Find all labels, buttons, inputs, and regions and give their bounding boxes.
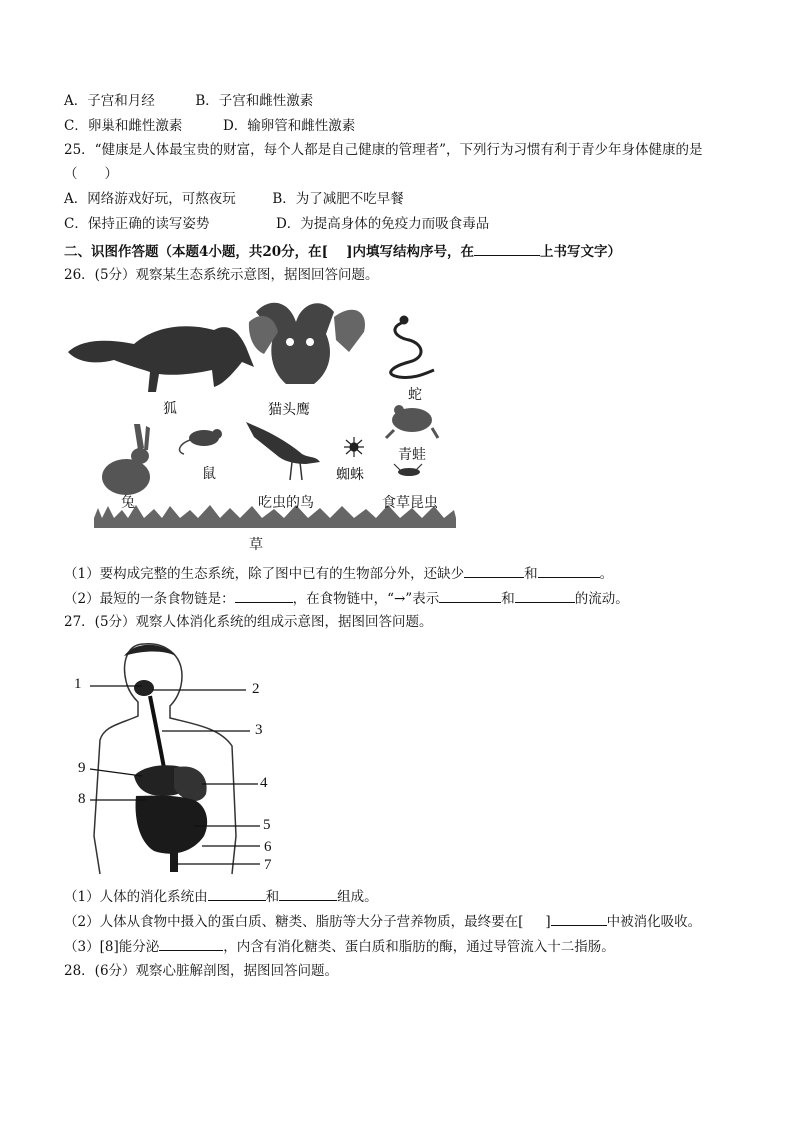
q26-sub2-blank1[interactable]	[235, 588, 293, 603]
label-9: 9	[78, 760, 86, 776]
q27-sub1-end: 组成。	[337, 889, 378, 905]
bird-label: 吃虫的鸟	[258, 495, 314, 511]
bird-illustration	[246, 422, 320, 480]
q27-sub2-text: （2）人体从食物中摄入的蛋白质、糖类、脂肪等大分子营养物质，最终要在[	[64, 914, 524, 930]
body-outline-left	[94, 644, 144, 874]
owl-illustration	[249, 303, 365, 384]
q25-option-d: D．为提高身体的免疫力而吸食毒品	[275, 216, 490, 232]
label-2: 2	[252, 681, 260, 697]
q27-sub2-bracket-close: ]	[545, 914, 551, 930]
digestive-system-figure	[64, 636, 294, 876]
q25-option-a: A．网络游戏好玩，可熬夜玩	[64, 191, 236, 207]
q26-sub2-and: 和	[501, 591, 515, 607]
q25-options-row1	[64, 190, 404, 208]
section2-blank	[474, 241, 540, 256]
label-3: 3	[255, 722, 263, 738]
frog-label: 青蛙	[398, 447, 426, 463]
q24-options-row2	[64, 117, 355, 135]
intestines	[136, 796, 208, 854]
q25-stem: 25．“健康是人体最宝贵的财富，每个人都是自己健康的管理者”，下列行为习惯有利于青少年身体健康的是	[64, 142, 703, 158]
q26-sub1-text: （1）要构成完整的生态系统，除了图中已有的生物部分外，还缺少	[64, 566, 465, 582]
label-1: 1	[74, 676, 82, 692]
q26-sub2-end: 的流动。	[574, 591, 629, 607]
label-8: 8	[78, 791, 86, 807]
q27-sub3-end: ，内含有消化糖类、蛋白质和脂肪的酶，通过导管流入十二指肠。	[223, 939, 615, 955]
label-6: 6	[264, 839, 272, 855]
stomach	[174, 766, 207, 801]
section2-heading-part2: ]内填写结构序号，在	[346, 244, 474, 260]
q26-sub1-blank2[interactable]	[538, 563, 600, 578]
q26-sub1-blank1[interactable]	[464, 563, 524, 578]
ecosystem-drawing	[64, 292, 464, 554]
label-7: 7	[264, 857, 272, 873]
q27-sub1-and: 和	[265, 889, 280, 905]
insect-label: 食草昆虫	[382, 495, 438, 511]
q27-stem: 27．(5分）观察人体消化系统的组成示意图，据图回答问题。	[64, 614, 433, 630]
q26-sub2-blank2[interactable]	[439, 588, 501, 603]
q25-option-b: B．为了减肥不吃早餐	[272, 191, 404, 207]
q26-stem: 26．(5分）观察某生态系统示意图，据图回答问题。	[64, 267, 379, 283]
q25-options-row2	[64, 215, 489, 233]
mouse-illustration	[179, 429, 222, 454]
q27-sub3	[64, 936, 615, 956]
q27-sub2	[64, 911, 701, 931]
q27-sub1-blank2[interactable]	[279, 886, 337, 901]
esophagus	[150, 696, 164, 768]
frog-illustration	[386, 405, 438, 438]
q24-option-d: D．输卵管和雌性激素	[222, 118, 356, 134]
q24-options-row1	[64, 92, 313, 110]
q26-sub1-end: 。	[599, 566, 614, 582]
snake-illustration	[391, 317, 434, 377]
q27-sub2-end: 中被消化吸收。	[606, 914, 702, 930]
q27-sub2-blank[interactable]	[551, 911, 607, 926]
grass-label: 草	[249, 537, 263, 553]
label-5: 5	[263, 817, 271, 833]
q26-sub1-and: 和	[524, 566, 538, 582]
q27-sub3-blank[interactable]	[159, 936, 223, 951]
q27-sub1-blank1[interactable]	[208, 886, 266, 901]
rabbit-label: 兔	[121, 495, 135, 511]
q27-sub1-text: （1）人体的消化系统由	[64, 889, 208, 905]
section2-heading-part1: 二、识图作答题（本题4小题，共20分，在[	[64, 244, 329, 260]
q26-sub2-text: （2）最短的一条食物链是：	[64, 591, 235, 607]
q27-sub3-text: （3）[8]能分泌	[64, 939, 160, 955]
rectum	[170, 850, 178, 872]
spider-illustration	[344, 437, 364, 457]
q25-option-c: C．保持正确的读写姿势	[64, 216, 210, 232]
spider-label: 蜘蛛	[336, 467, 364, 483]
section2-heading	[64, 241, 621, 261]
fox-illustration	[68, 326, 254, 392]
oral-cavity	[134, 680, 154, 696]
rabbit-illustration	[102, 424, 150, 495]
fox-label: 狐	[163, 401, 177, 417]
insect-illustration	[394, 464, 422, 476]
digestive-drawing	[64, 636, 294, 876]
q26-sub2-mid: ，在食物链中，“→”表示	[292, 591, 440, 607]
snake-label: 蛇	[408, 387, 422, 403]
label-4: 4	[260, 775, 268, 791]
section2-heading-part3: 上书写文字）	[539, 244, 621, 260]
q26-sub2-blank3[interactable]	[515, 588, 575, 603]
ecosystem-figure	[64, 292, 464, 554]
owl-label: 猫头鹰	[268, 402, 310, 418]
mouse-label: 鼠	[202, 466, 216, 482]
q24-option-a: A．子宫和月经	[64, 93, 155, 109]
q26-sub2	[64, 588, 629, 608]
q24-option-b: B．子宫和雌性激素	[195, 93, 314, 109]
q26-sub1	[64, 563, 613, 583]
q28-stem: 28．(6分）观察心脏解剖图，据图回答问题。	[64, 963, 339, 979]
q25-paren: （ ）	[64, 166, 118, 182]
q24-option-c: C．卵巢和雌性激素	[64, 118, 183, 134]
q27-sub1	[64, 886, 378, 906]
